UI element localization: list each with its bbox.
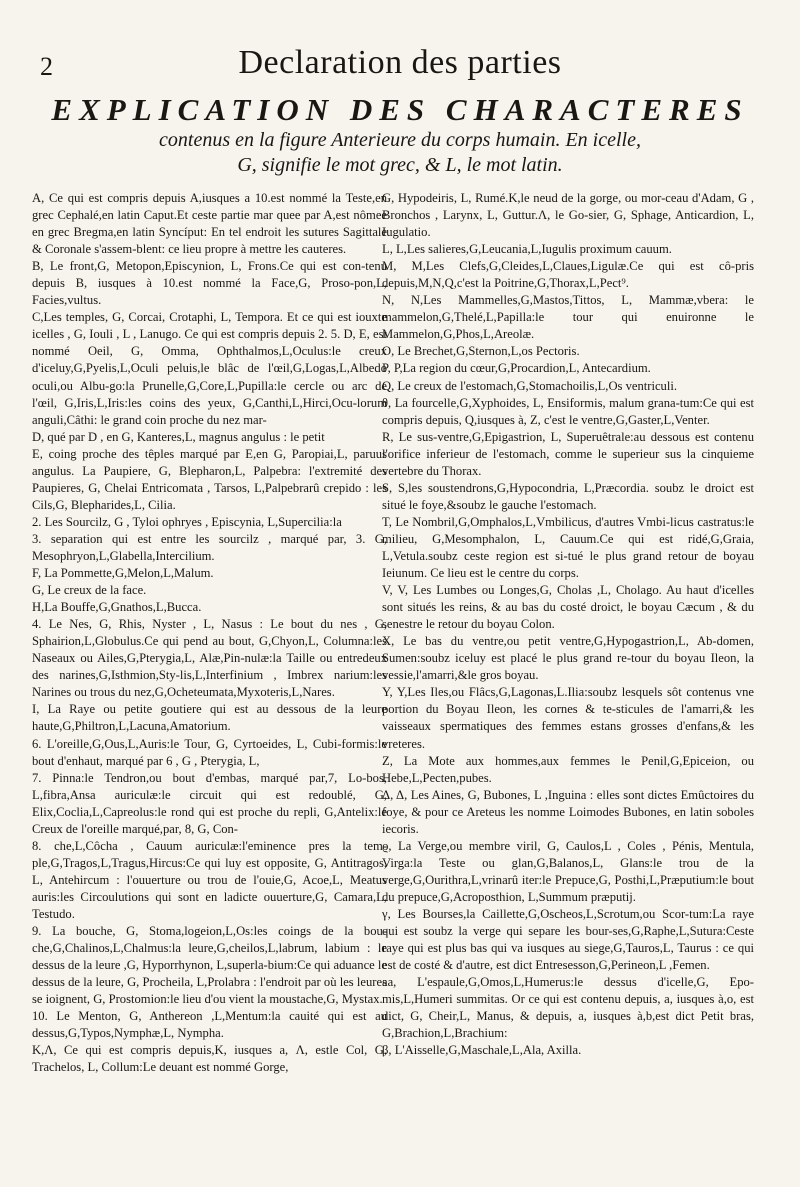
entry: γ, Les Bourses,la Caillette,G,Oscheos,L,Scrotum,ou Scor-tum:La raye qui est soubz la verge qui separe les bour-ses,G,Raphe,L,Sutura:Ceste raye qui est plus bas qui va iusques au siege,G,Tauros,L, Taurus : ce qui est de costé & d'autre, est dict Entresesson,G,Perineon,L ,Femen. [382,906,754,973]
entry: F, La Pommette,G,Melon,L,Malum. [32,566,214,581]
entry: V, V, Les Lumbes ou Longes,G, Cholas ,L, Cholago. Au haut d'icelles sont situés les reins, & au bas du costé droict, le boyau Cæcum , & du senestre le retour du boyau Colon. [382,583,754,632]
entry: K,Λ, Ce qui est compris depuis,K, iusques a, Λ, estle Col, G, Trachelos, L, Collum:Le deuant est nommé Gorge, [32,1043,387,1075]
entry: M, M,Les Clefs,G,Cleides,L,Claues,Ligulæ.Ce qui est cô-pris depuis,M,N,Q,c'est la Poitrine,G,Thorax,L,Pect⁹. [382,259,754,291]
entry: G, Le creux de la face. [32,583,147,598]
entry: L, L,Les salieres,G,Leucania,L,Iugulis proximum cauum. [382,242,672,257]
entry: R, Le sus-ventre,G,Epigastrion, L, Superuêtrale:au dessous est contenu l'orifice inferieur de l'estomach, comme le superieur sus la cinquieme vertebre du Thorax. [382,429,754,478]
entry: θ, La fourcelle,G,Xyphoides, L, Ensiformis, malum grana-tum:Ce qui est compris depuis, Q,iusques à, Z, c'est le ventre,G,Gaster,L,Venter. [382,395,754,427]
entry: O, Le Brechet,G,Sternon,L,os Pectoris. [382,344,580,359]
entry: B, Le front,G, Metopon,Episcynion, L, Frons.Ce qui est con-tenu depuis B, iusques à 10.est nommé la Face,G, Proso-pon,L, Facies,vultus. [32,259,387,308]
entry: 6. L'oreille,G,Ous,L,Auris:le Tour, G, Cyrtoeides, L, Cubi-formis:le bout d'enhaut, marqué par 6 , G , Pterygia, L, [32,736,387,768]
entry: 9. La bouche, G, Stoma,logeion,L,Os:les coings de la bou-che,G,Chalinos,L,Chalmus:la leure,G,cheilos,L,labrum, labium : le dessus de la leure ,G, Hyporrhynon, L,superla-bium:Ce qui aduance le dessus de la leure, G, Procheila, L,Prolabra : l'endroit par où les leures se ioignent, G, Prostomion:le lieu d'ou vient la moustache,G, Mystax. [32,924,387,1007]
subtitle-line-1: contenus en la figure Anterieure du corps humain. En icelle, [159,129,641,151]
entry: Δ, Δ, Les Aines, G, Bubones, L ,Inguina : elles sont dictes Emûctoires du foye, & pour ce Areteus les nomme Loimodes Bubones, en latin soboles iecoris. [382,787,754,836]
entry: ϱ, La Verge,ou membre viril, G, Caulos,L , Coles , Pénis, Mentula, Virga:la Teste ou glan,G,Balanos,L, Glans:le trou de la verge,G,Ourithra,L,vrinarû iter:le Prepuce,G, Posthi,L,Præputium:le bout du prepuce,G,Acroposthion, L,Summum præputij. [382,838,754,904]
entry: 4. Le Nes, G, Rhis, Nyster , L, Nasus : Le bout du nes , G, Sphairion,L,Globulus.Ce qui pend au bout, G,Chyon,L, Columna:les Naseaux ou Ailes,G,Pterygia,L, Alæ,Pin-nulæ:la Taille ou entredeux des narines,G,Isthmion,Sty-lis,L,Interfinium , Imbrex narium:les Narines ou trous du nez,G,Ocheteumata,Myxoteris,L,Nares. [32,617,387,700]
entry: G, Hypodeiris, L, Rumé.K,le neud de la gorge, ou mor-ceau d'Adam, G , Bronchos , Larynx, L, Guttur.Λ, le Go-sier, G, Sphage, Anticardion, L, Iugulatio. [382,191,754,240]
entry: C,Les temples, G, Corcai, Crotaphi, L, Tempora. Et ce qui est iouxte icelles , G, Iouli , L , Lanugo. Ce qui est compris depuis 2. 5. D, E, est nommé Oeil, G, Omma, Ophthalmos,L,Oculus:le creux d'iceluy,G,Pyelis,L,Oculi peluis,le blâc de l'œil,G,Logas,L,Albedo oculi,ou Albu-go:la Prunelle,G,Core,L,Pupilla:le cercle ou arc de l'œil, G,Iris,L,Iris:les coins des yeux, G,Canthi,L,Hirci,Ocu-lorum anguli,Câthi: le grand coin proche du nez mar- [32,310,387,427]
entry: Q, Le creux de l'estomach,G,Stomachoilis,L,Os ventriculi. [382,378,677,393]
running-head: Declaration des parties [238,44,562,81]
entry: 8. che,L,Côcha , Cauum auriculæ:l'eminence pres la tem-ple,G,Tragos,L,Tragus,Hircus:Ce qui luy est opposite, G, Antitragos, L, Antehircum : l'ouuerture ou trou de l'ouie,G, Acoe,L, Meatus auris:les Circoulutions qui sont en ladicte ouuerture,G, Camara,L, Testudo. [32,838,387,921]
entry: N, N,Les Mammelles,G,Mastos,Tittos, L, Mammæ,vbera: le mammelon,G,Thelé,L,Papilla:le tour qui enuironne le Mammelon,G,Phos,L,Areolæ. [382,293,754,342]
entry: 10. Le Menton, G, Anthereon ,L,Mentum:la cauité qui est au dessus,G,Typos,Nymphæ,L, Nympha. [32,1009,387,1041]
section-title: EXPLICATION DES CHARACTERES [51,92,749,127]
right-column [382,190,754,1059]
page-number: 2 [40,52,53,81]
entry: H,La Bouffe,G,Gnathos,L,Bucca. [32,600,202,615]
entry: 7. Pinna:le Tendron,ou bout d'embas, marqué par,7, Lo-bos, L,fibra,Ansa auriculæ:le circuit qui est redoublé, G, Elix,Coclia,L,Capreolus:le rond qui est proche du repli, G,Antelix:le Creux de l'oreille marqué,par, 8, G, Con- [32,770,387,836]
section-subtitle [60,128,740,178]
entry: Z, La Mote aux hommes,aux femmes le Penil,G,Epiceion, ou Hebe,L,Pecten,pubes. [382,753,754,785]
entry: I, La Raye ou petite goutiere qui est au dessous de la leure haute,G,Philtron,L,Lacuna,Amatorium. [32,702,387,734]
entry: T, Le Nombril,G,Omphalos,L,Vmbilicus, d'autres Vmbi-licus castratus:le milieu, G,Mesomphalon, L, Cauum.Ce qui est ridé,G,Graia, L,Vetula.soubz ceste region est si-tué le plus grand retour de boyau Ieiunum. Ce lieu est le centre du corps. [382,514,754,581]
entry: E, coing proche des têples marqué par E,en G, Paropiai,L, paruus angulus. La Paupiere, G, Blepharon,L, Palpebra: l'extremité des Paupieres, G, Chelai Entricomata , Tarsos, L,Palpebrarû crepido : les Cils,G, Blepharides,L, Cilia. [32,446,387,512]
entry: D, qué par D , en G, Kanteres,L, magnus angulus : le petit [32,429,325,444]
subtitle-line-2: G, signifie le mot grec, & L, le mot latin. [237,154,563,176]
entry: β, L'Aisselle,G,Maschale,L,Ala, Axilla. [382,1043,582,1058]
entry: 2. Les Sourcilz, G , Tyloi ophryes , Episcynia, L,Supercilia:la [32,514,342,529]
entry: P, P,La region du cœur,G,Procardion,L, Antecardium. [382,361,651,376]
entry: aa, L'espaule,G,Omos,L,Humerus:le dessus d'icelle,G, Epo-mis,L,Humeri summitas. Or ce qui est contenu depuis, a, iusques à,o, est dict, G, Cheir,L, Manus, & depuis, a, iusques à,b,est dict Petit bras, G,Brachion,L,Brachium: [382,975,754,1041]
entry: S, S,les soustendrons,G,Hypocondria, L,Præcordia. soubz le droict est situé le foye,&soubz le gauche l'estomach. [382,480,754,512]
left-column [32,190,387,1076]
entry: Y, Y,Les Iles,ou Flâcs,G,Lagonas,L.Ilia:soubz lesquels sôt contenus vne portion du Boyau Ileon, les cornes & te-sticules de l'amarri,& les vaisseaux spermatiques des femmes estans grosses d'enfans,& les vreteres. [382,685,754,751]
entry: X, Le bas du ventre,ou petit ventre,G,Hypogastrion,L, Ab-domen, Sumen:soubz iceluy est placé le plus grand re-tour du boyau Ileon, la vessie,l'amarri,&le gros boyau. [382,634,754,683]
entry: A, Ce qui est compris depuis A,iusques a 10.est nommé la Teste,en grec Cephalé,en latin Caput.Et ceste partie mar quee par A,est nômee en grec Bregma,en latin Syncíput: En tel endroit les sutures Sagittale & Coronale s'assem-blent: ce lieu propre à mettre les cauteres. [32,191,387,257]
entry: 3. separation qui est entre les sourcilz , marqué par, 3. G, Mesophryon,L,Glabella,Intercilium. [32,531,387,563]
